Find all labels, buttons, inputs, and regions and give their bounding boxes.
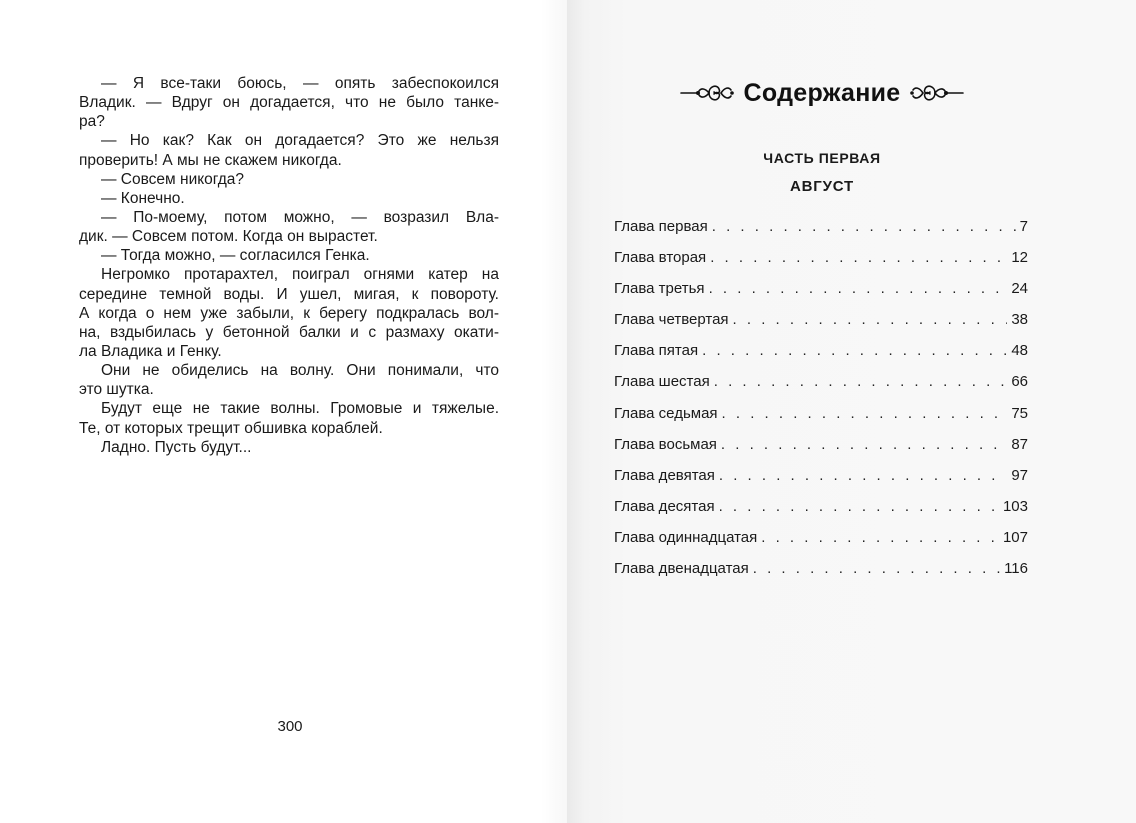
toc-entry[interactable]: [614, 280, 1028, 311]
toc-page: 66: [1011, 373, 1028, 391]
toc-page: 103: [1002, 497, 1028, 515]
toc-page: 24: [1011, 280, 1028, 298]
toc-entry[interactable]: [614, 405, 1028, 436]
toc-chapter: Глава шестая: [614, 373, 710, 391]
text-line: ра?: [79, 113, 105, 131]
page-number: 300: [277, 718, 303, 735]
toc-entry[interactable]: [614, 498, 1028, 529]
toc-header: [567, 74, 1077, 112]
toc-leader: [753, 560, 1000, 577]
toc-leader: [710, 249, 1007, 266]
text-line: — Совсем никогда?: [101, 170, 245, 188]
left-ornament-icon: [679, 78, 735, 108]
toc-page: 107: [1002, 528, 1028, 546]
toc-chapter: Глава двенадцатая: [614, 560, 749, 578]
toc-leader: [709, 280, 1008, 297]
text-line: на, вздыбилась у бетонной балки и с размаху окати-: [79, 323, 499, 341]
text-line: дик. — Совсем потом. Когда он вырастет.: [79, 228, 378, 246]
text-line: Будут еще не такие волны. Громовые и тяжелые.: [101, 400, 499, 418]
text-line: — Конечно.: [101, 189, 185, 207]
toc-entry[interactable]: [614, 560, 1028, 591]
toc-entry[interactable]: [614, 249, 1028, 280]
gutter-shadow: [540, 0, 567, 823]
text-line: это шутка.: [79, 381, 154, 399]
toc-leader: [733, 311, 1008, 328]
text-line: Ладно. Пусть будут...: [101, 438, 252, 456]
right-ornament-icon: [909, 78, 965, 108]
toc-page: 48: [1011, 342, 1028, 360]
toc-title: Содержание: [743, 78, 901, 107]
toc-chapter: Глава девятая: [614, 466, 715, 484]
body-text: [79, 74, 499, 457]
toc-page: 116: [1004, 560, 1028, 578]
toc-chapter: Глава вторая: [614, 249, 707, 267]
toc-list: [614, 218, 1028, 591]
toc-leader: [702, 342, 1007, 359]
toc-chapter: Глава третья: [614, 280, 705, 298]
toc-page: 97: [1011, 466, 1028, 484]
toc-chapter: Глава седьмая: [614, 404, 718, 422]
toc-entry[interactable]: [614, 373, 1028, 404]
toc-chapter: Глава десятая: [614, 497, 715, 515]
toc-leader: [719, 498, 999, 515]
part-label: ЧАСТЬ ПЕРВАЯ: [763, 150, 881, 166]
toc-entry[interactable]: [614, 218, 1028, 249]
toc-page: 38: [1011, 311, 1028, 329]
text-line: — По-моему, потом можно, — возразил Вла-: [101, 208, 499, 226]
text-line: Негромко протарахтел, поиграл огнями катер на: [101, 266, 499, 284]
toc-chapter: Глава восьмая: [614, 435, 717, 453]
text-line: ла Владика и Генку.: [79, 342, 222, 360]
toc-entry[interactable]: [614, 311, 1028, 342]
toc-entry[interactable]: [614, 342, 1028, 373]
toc-leader: [719, 467, 1007, 484]
toc-entry[interactable]: [614, 529, 1028, 560]
toc-leader: [722, 405, 1008, 422]
text-line: — Тогда можно, — согласился Генка.: [101, 247, 370, 265]
text-line: проверить! А мы не скажем никогда.: [79, 151, 342, 169]
text-line: — Я все-таки боюсь, — опять забеспокоился: [101, 75, 499, 92]
text-line: А когда о нем уже забыли, к берегу подкралась вол-: [79, 304, 499, 322]
part-name: АВГУСТ: [790, 178, 854, 195]
toc-chapter: Глава четвертая: [614, 311, 729, 329]
toc-leader: [721, 436, 1007, 453]
toc-chapter: Глава первая: [614, 218, 708, 235]
toc-page: 75: [1011, 404, 1028, 422]
toc-page: 7: [1019, 218, 1028, 235]
toc-page: 87: [1011, 435, 1028, 453]
text-line: — Но как? Как он догадается? Это же нельзя: [101, 132, 499, 150]
toc-page: 12: [1011, 249, 1028, 267]
toc-leader: [714, 373, 1008, 390]
toc-entry[interactable]: [614, 467, 1028, 498]
text-line: Те, от которых трещит обшивка кораблей.: [79, 419, 383, 437]
text-line: Они не обиделись на волну. Они понимали, что: [101, 362, 499, 380]
toc-leader: [712, 218, 1016, 235]
text-line: Владик. — Вдруг он догадается, что не было танке-: [79, 94, 499, 112]
left-page: [0, 0, 567, 823]
toc-entry[interactable]: [614, 436, 1028, 467]
toc-leader: [761, 529, 999, 546]
toc-chapter: Глава пятая: [614, 342, 699, 360]
toc-chapter: Глава одиннадцатая: [614, 528, 758, 546]
text-line: середине темной воды. И ушел, мигая, к повороту.: [79, 285, 499, 303]
